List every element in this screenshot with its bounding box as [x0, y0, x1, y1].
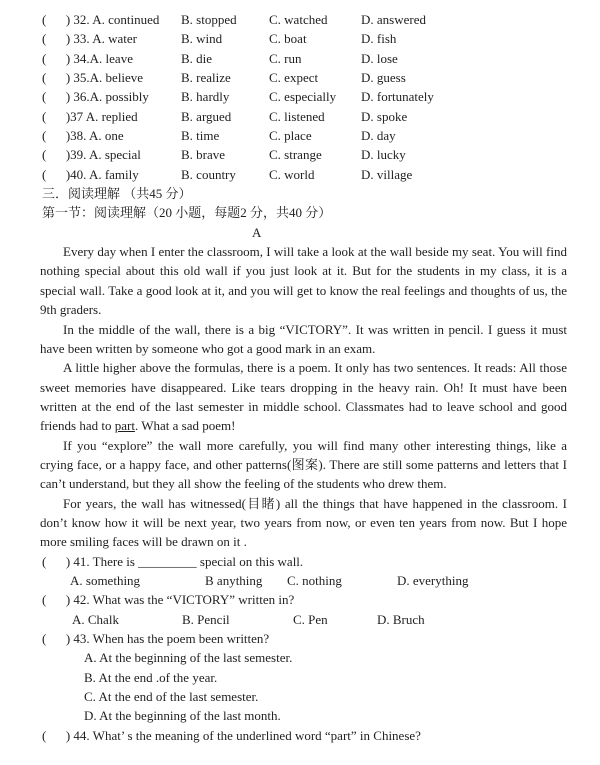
question-44: ( ) 44. What’ s the meaning of the underlined word “part” in Chinese? [42, 727, 421, 743]
cloze-row-38 [42, 126, 580, 145]
cloze-option-a: ( ) 32. A. continued [42, 12, 160, 27]
question-42-options [72, 610, 600, 629]
passage-label: A [252, 224, 262, 240]
option-b: B. Pencil [182, 611, 230, 627]
cloze-option-c: C. world [269, 166, 315, 182]
option-d: D. Bruch [377, 611, 425, 627]
cloze-option-d: D. answered [361, 12, 426, 27]
cloze-option-b: B. wind [181, 31, 223, 47]
cloze-option-c: C. especially [269, 89, 337, 105]
paragraph-text: A little higher above the formulas, there is a poem. It only has two sentences. It reads: All those sweet memories have disappeared. Like tears dropping in the heavy rain. Oh! It must have been written at the end of the last semester in middle school. Classmates had to leave school and good friends had to [40, 360, 567, 434]
passage-paragraph-2: In the middle of the wall, there is a big “VICTORY”. It was written in pencil. I guess it must have been written by someone who got a good mark in an exam. [40, 321, 567, 356]
cloze-option-d: D. spoke [361, 108, 408, 124]
cloze-option-d: D. fortunately [361, 89, 434, 105]
option-c: C. nothing [287, 572, 342, 588]
cloze-option-a: ( )40. A. family [42, 166, 139, 182]
cloze-row-40 [42, 165, 580, 184]
cloze-option-b: B. time [181, 128, 220, 144]
cloze-option-a: ( ) 34.A. leave [42, 50, 133, 66]
question-43-option-b: B. At the end .of the year. [84, 669, 218, 685]
passage-paragraph-1: Every day when I enter the classroom, I will take a look at the wall beside my seat. You will find nothing special about this old wall if you just look at it. But for the students in my class, it is a special wall. Take a good look at it, and you will get to know the real feelings and thoughts of us, the 9th graders. [40, 244, 567, 318]
question-43: ( ) 43. When has the poem been written? [42, 631, 270, 646]
cloze-row-32 [42, 10, 580, 29]
passage-paragraph-3 [40, 358, 567, 435]
question-43-option-a: A. At the beginning of the last semester. [84, 650, 293, 666]
question-41: ( ) 41. There is _________ special on this wall. [42, 553, 304, 569]
cloze-option-a: ( )38. A. one [42, 128, 124, 144]
passage-paragraph-5: For years, the wall has witnessed(目睹) all the things that have happened in the classroom. I don’t know how it will be next year, two years from now, or even ten years from now. But I hope more smiling faces will be drawn on it . [40, 495, 567, 550]
cloze-option-c: C. strange [269, 147, 322, 163]
cloze-option-d: D. day [361, 128, 396, 144]
reading-questions-section [0, 552, 600, 745]
question-41-options [70, 571, 600, 590]
paragraph-text: . What a sad poem! [134, 418, 236, 434]
cloze-option-c: C. boat [269, 31, 307, 47]
option-c: C. Pen [293, 611, 328, 627]
cloze-option-a: ( ) 36.A. possibly [42, 89, 149, 105]
cloze-row-33 [42, 29, 580, 48]
cloze-option-d: D. village [361, 166, 413, 182]
underlined-word: part [114, 418, 135, 434]
cloze-option-a: ( )39. A. special [42, 147, 141, 163]
option-a: A. Chalk [72, 611, 119, 627]
cloze-option-b: B. die [181, 50, 213, 66]
cloze-option-b: B. realize [181, 70, 231, 86]
question-42: ( ) 42. What was the “VICTORY” written in? [42, 592, 295, 608]
cloze-option-d: D. fish [361, 31, 397, 47]
cloze-option-c: C. listened [269, 108, 325, 124]
cloze-row-39 [42, 145, 580, 164]
cloze-option-d: D. lucky [361, 147, 406, 163]
cloze-option-c: C. run [269, 50, 302, 66]
cloze-option-b: B. brave [181, 147, 226, 163]
cloze-option-b: B. hardly [181, 89, 230, 105]
cloze-options-section [0, 10, 600, 184]
cloze-row-35 [42, 68, 580, 87]
cloze-row-36 [42, 87, 580, 106]
option-d: D. everything [397, 572, 469, 588]
cloze-option-c: C. place [269, 128, 312, 144]
reading-passage [0, 242, 600, 552]
passage-paragraph-4: If you “explore” the wall more carefully, you will find many other interesting things, like a crying face, or a happy face, and other patterns(图案). There are still some patterns and letters that I can’t understand, but they all show the feeling of the students who drew them. [40, 437, 567, 492]
cloze-option-b: B. argued [181, 108, 232, 124]
section-subtitle: 第一节：阅读理解（20 小题，每题2 分，共40 分） [42, 205, 332, 221]
question-43-option-c: C. At the end of the last semester. [84, 689, 259, 705]
section-title: 三．阅读理解 （共45 分） [42, 186, 192, 202]
cloze-row-34 [42, 49, 580, 68]
cloze-option-d: D. guess [361, 70, 406, 86]
cloze-option-b: B. country [181, 166, 236, 182]
cloze-option-a: ( )37 A. replied [42, 108, 138, 124]
cloze-option-a: ( ) 35.A. believe [42, 70, 144, 86]
cloze-option-c: C. watched [269, 12, 328, 27]
cloze-option-b: B. stopped [181, 12, 237, 27]
cloze-row-37 [42, 107, 580, 126]
question-43-option-d: D. At the beginning of the last month. [84, 708, 281, 724]
option-a: A. something [70, 572, 141, 588]
option-b: B anything [205, 572, 263, 588]
cloze-option-d: D. lose [361, 50, 398, 66]
cloze-option-c: C. expect [269, 70, 319, 86]
cloze-option-a: ( ) 33. A. water [42, 31, 137, 47]
